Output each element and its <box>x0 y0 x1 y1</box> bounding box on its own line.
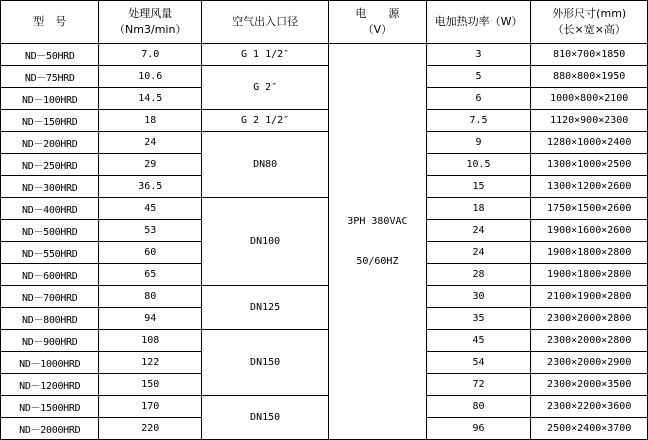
port-cell: DN100 <box>202 198 329 286</box>
heat-cell: 5 <box>426 66 531 88</box>
power-line-1: 3PH 380VAC <box>347 215 408 227</box>
model-cell: ND－150HRD <box>1 110 99 132</box>
airflow-cell: 36.5 <box>99 176 202 198</box>
power-line-2: 50/60HZ <box>356 255 399 267</box>
heat-cell: 24 <box>426 242 531 264</box>
model-cell: ND－900HRD <box>1 330 99 352</box>
model-cell: ND－550HRD <box>1 242 99 264</box>
size-cell: 1900×1600×2600 <box>531 220 648 242</box>
header-size-title: 外形尺寸(mm) <box>552 7 627 20</box>
airflow-cell: 10.6 <box>99 66 202 88</box>
heat-cell: 35 <box>426 308 531 330</box>
model-cell: ND－1500HRD <box>1 396 99 418</box>
model-cell: ND－700HRD <box>1 286 99 308</box>
port-cell: G 2″ <box>202 66 329 110</box>
port-cell: G 1 1/2″ <box>202 44 329 66</box>
model-cell: ND－400HRD <box>1 198 99 220</box>
header-heat <box>426 1 531 44</box>
header-heat-label: 电加热功率（W） <box>434 15 523 28</box>
heat-cell: 10.5 <box>426 154 531 176</box>
table-row <box>1 198 648 220</box>
table-row <box>1 396 648 418</box>
heat-cell: 54 <box>426 352 531 374</box>
size-cell: 2300×2000×2800 <box>531 308 648 330</box>
airflow-cell: 80 <box>99 286 202 308</box>
airflow-cell: 122 <box>99 352 202 374</box>
size-cell: 2100×1900×2800 <box>531 286 648 308</box>
power-spacer <box>329 232 425 252</box>
size-cell: 880×800×1950 <box>531 66 648 88</box>
table-row <box>1 286 648 308</box>
size-cell: 1300×1000×2500 <box>531 154 648 176</box>
airflow-cell: 150 <box>99 374 202 396</box>
header-airflow <box>99 1 202 44</box>
model-cell: ND－600HRD <box>1 264 99 286</box>
size-cell: 1900×1800×2800 <box>531 242 648 264</box>
size-cell: 1900×1800×2800 <box>531 264 648 286</box>
port-cell: DN150 <box>202 396 329 440</box>
heat-cell: 15 <box>426 176 531 198</box>
model-cell: ND－800HRD <box>1 308 99 330</box>
airflow-cell: 65 <box>99 264 202 286</box>
header-power-unit: （V） <box>362 23 393 36</box>
table-row <box>1 132 648 154</box>
airflow-cell: 24 <box>99 132 202 154</box>
model-cell: ND－1200HRD <box>1 374 99 396</box>
airflow-cell: 45 <box>99 198 202 220</box>
airflow-cell: 18 <box>99 110 202 132</box>
port-cell: DN80 <box>202 132 329 198</box>
header-power <box>329 1 426 44</box>
airflow-cell: 29 <box>99 154 202 176</box>
size-cell: 2300×2000×3500 <box>531 374 648 396</box>
port-cell: G 2 1/2″ <box>202 110 329 132</box>
size-cell: 2300×2000×2900 <box>531 352 648 374</box>
heat-cell: 7.5 <box>426 110 531 132</box>
model-cell: ND－50HRD <box>1 44 99 66</box>
heat-cell: 18 <box>426 198 531 220</box>
model-cell: ND－2000HRD <box>1 418 99 440</box>
size-cell: 1120×900×2300 <box>531 110 648 132</box>
heat-cell: 45 <box>426 330 531 352</box>
header-size-unit: （长×宽×高） <box>552 23 626 36</box>
model-cell: ND－300HRD <box>1 176 99 198</box>
table-row <box>1 66 648 88</box>
airflow-cell: 7.0 <box>99 44 202 66</box>
header-power-title: 电 源 <box>355 7 400 20</box>
heat-cell: 24 <box>426 220 531 242</box>
table-row <box>1 110 648 132</box>
model-cell: ND－200HRD <box>1 132 99 154</box>
header-model <box>1 1 99 44</box>
heat-cell: 72 <box>426 374 531 396</box>
heat-cell: 3 <box>426 44 531 66</box>
header-model-label: 型 号 <box>33 15 67 28</box>
size-cell: 2500×2400×3700 <box>531 418 648 440</box>
size-cell: 1280×1000×2400 <box>531 132 648 154</box>
airflow-cell: 94 <box>99 308 202 330</box>
airflow-cell: 108 <box>99 330 202 352</box>
size-cell: 810×700×1850 <box>531 44 648 66</box>
table-row <box>1 330 648 352</box>
heat-cell: 6 <box>426 88 531 110</box>
power-cell <box>329 44 426 440</box>
airflow-cell: 220 <box>99 418 202 440</box>
size-cell: 1000×800×2100 <box>531 88 648 110</box>
heat-cell: 80 <box>426 396 531 418</box>
heat-cell: 9 <box>426 132 531 154</box>
airflow-cell: 170 <box>99 396 202 418</box>
header-port <box>202 1 329 44</box>
header-size <box>531 1 648 44</box>
port-cell: DN125 <box>202 286 329 330</box>
airflow-cell: 14.5 <box>99 88 202 110</box>
header-port-label: 空气出入口径 <box>232 15 299 28</box>
size-cell: 2300×2000×2800 <box>531 330 648 352</box>
port-cell: DN150 <box>202 330 329 396</box>
header-airflow-title: 处理风量 <box>128 7 173 20</box>
size-cell: 1300×1200×2600 <box>531 176 648 198</box>
header-row <box>1 1 648 44</box>
airflow-cell: 53 <box>99 220 202 242</box>
model-cell: ND－75HRD <box>1 66 99 88</box>
model-cell: ND－500HRD <box>1 220 99 242</box>
heat-cell: 30 <box>426 286 531 308</box>
size-cell: 1750×1500×2600 <box>531 198 648 220</box>
header-airflow-unit: （Nm3/min） <box>114 23 187 36</box>
heat-cell: 96 <box>426 418 531 440</box>
table-row <box>1 44 648 66</box>
model-cell: ND－250HRD <box>1 154 99 176</box>
airflow-cell: 60 <box>99 242 202 264</box>
model-cell: ND－1000HRD <box>1 352 99 374</box>
size-cell: 2300×2200×3600 <box>531 396 648 418</box>
model-cell: ND－100HRD <box>1 88 99 110</box>
heat-cell: 28 <box>426 264 531 286</box>
